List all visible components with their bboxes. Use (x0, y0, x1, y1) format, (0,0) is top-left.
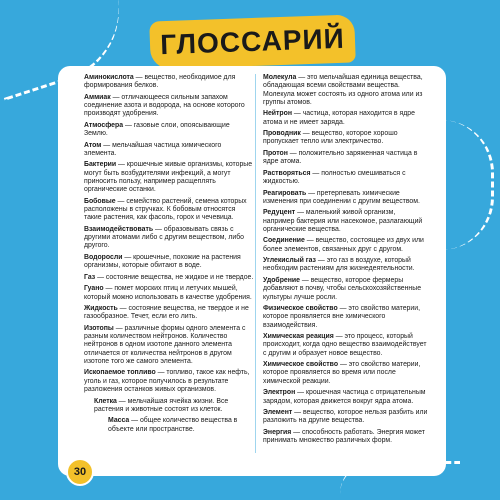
glossary-definition: — это процесс, который происходит, когда одно вещество взаимодействует с другим и образует новое вещество. (263, 333, 427, 357)
glossary-term: Протон (263, 149, 288, 157)
glossary-definition: — крошечные, похожие на растения организмы, которые обитают в воде. (84, 253, 241, 270)
glossary-definition: — способность работать. Энергия может принимать множество различных форм. (263, 428, 425, 445)
glossary-entry (263, 257, 428, 274)
glossary-entry (263, 130, 428, 147)
glossary-definition: — вещество, которое хорошо пропускает тепло или электричество. (263, 130, 398, 146)
glossary-definition: — вещество, состоящее из двух или более элементов, связанных друг с другом. (263, 237, 424, 253)
glossary-entry (84, 305, 254, 322)
glossary-term: Клетка (94, 397, 117, 405)
glossary-definition: — отличающееся сильным запахом соединение азота и водорода, на основе которого производят удобрения. (84, 93, 245, 118)
glossary-entry (263, 361, 428, 386)
glossary-definition: — помет морских птиц и летучих мышей, который можно использовать в качестве удобрения. (84, 285, 252, 301)
page-number: 30 (66, 458, 94, 486)
glossary-definition: — образовывать связь с другими атомами либо с другим веществом, либо другого. (84, 225, 244, 250)
glossary-definition: — крошечные живые организмы, которые могут быть возбудителями инфекций, а могут приносить пользу, например расщеплять органические останки. (84, 161, 253, 194)
glossary-term: Газ (84, 273, 96, 281)
glossary-definition: — положительно заряженная частица в ядре атома. (263, 149, 418, 166)
glossary-entry (263, 333, 428, 358)
glossary-entry (263, 150, 428, 167)
glossary-term: Аминокислота (84, 74, 134, 81)
glossary-term: Удобрение (263, 276, 300, 284)
glossary-definition: — претерпевать химические изменения при соединении с другим веществом. (263, 189, 420, 205)
glossary-entry (84, 417, 254, 434)
glossary-entry (84, 398, 254, 415)
glossary-definition: — полностью смешиваться с жидкостью. (263, 169, 406, 186)
glossary-definition: — общее количество вещества в объекте или пространстве. (108, 417, 238, 433)
glossary-term: Водоросли (84, 253, 123, 261)
glossary-left-column (84, 74, 254, 437)
glossary-entry (84, 161, 254, 194)
glossary-entry (263, 409, 428, 426)
glossary-entry (84, 122, 254, 139)
glossary-term: Проводник (263, 130, 301, 138)
glossary-term: Электрон (263, 389, 296, 397)
glossary-definition: — газовые слои, опоясывающие Землю. (84, 121, 230, 138)
glossary-definition: — вещество, необходимое для формирования белков. (84, 74, 236, 90)
glossary-entry (263, 305, 428, 330)
glossary-definition: — это газ в воздухе, который необходим растениям для жизнедеятельности. (263, 257, 415, 273)
glossary-term: Физическое свойство (263, 305, 338, 312)
glossary-entry (263, 170, 428, 187)
glossary-definition: — вещество, которое фермеры добавляют в почву, чтобы сельскохозяйственные культуры лучше росли. (263, 276, 422, 301)
glossary-term: Элемент (263, 409, 293, 417)
glossary-term: Атмосфера (84, 121, 124, 129)
glossary-entry (84, 285, 254, 302)
glossary-entry (84, 142, 254, 159)
glossary-definition: — это свойство материи, которое проявляется во время или после химической реакции. (263, 361, 421, 385)
glossary-entry (263, 389, 428, 406)
glossary-entry (84, 274, 254, 282)
glossary-term: Углекислый газ (263, 257, 316, 265)
glossary-term: Химическая реакция (263, 333, 334, 341)
glossary-term: Нейтрон (263, 110, 292, 118)
glossary-term: Растворяться (263, 169, 311, 177)
glossary-term: Молекула (263, 74, 297, 81)
glossary-term: Соединение (263, 237, 305, 245)
glossary-entry (263, 277, 428, 302)
glossary-definition: — семейство растений, семена которых расположены в стручках. К бобовым относятся такие растения, как фасоль, горох и чечевица. (84, 197, 247, 222)
glossary-term: Энергия (263, 428, 292, 436)
glossary-entry (84, 74, 254, 91)
glossary-entry (84, 198, 254, 223)
glossary-definition: — мельчайшая ячейка жизни. Все растения и животные состоят из клеток. (94, 397, 229, 413)
title-banner (149, 14, 356, 69)
decorative-dashed-path-right (441, 120, 494, 250)
glossary-term: Масса (108, 417, 130, 425)
glossary-definition: — различные формы одного элемента с разным количеством нейтронов. Количество нейтронов в одном изотопе данного элемента отличается от количества нейтронов в другом изотопе того же самого элемента. (84, 324, 246, 365)
glossary-entry (263, 237, 428, 254)
glossary-term: Реагировать (263, 189, 307, 197)
glossary-definition: — крошечная частица с отрицательным зарядом, которая движется вокруг ядра атома. (263, 389, 426, 405)
glossary-definition: — состояние вещества, не твердое и не газообразное. Течет, если его лить. (84, 305, 249, 321)
glossary-term: Химическое свойство (263, 361, 339, 369)
glossary-definition: — это свойство материи, которое проявляется вне химического взаимодействия. (263, 305, 420, 329)
glossary-term: Изотопы (84, 324, 114, 332)
glossary-term: Атом (84, 141, 102, 149)
glossary-entry (84, 254, 254, 271)
glossary-definition: — вещество, которое нельзя разбить или разложить на другие вещества. (263, 409, 428, 425)
glossary-term: Редуцент (263, 209, 296, 217)
glossary-entry (263, 209, 428, 234)
glossary-panel (58, 66, 446, 476)
glossary-definition: — частица, которая находится в ядре атома и не имеет заряда. (263, 110, 415, 126)
glossary-definition: — мельчайшая частица химического элемента. (84, 141, 222, 157)
glossary-term: Бактерии (84, 161, 117, 169)
glossary-term: Ископаемое топливо (84, 369, 156, 377)
glossary-definition: — маленький живой организм, например бактерия или насекомое, разлагающий органические вещества. (263, 209, 423, 233)
glossary-entry (84, 369, 254, 394)
glossary-right-column (263, 74, 428, 449)
glossary-entry (84, 325, 254, 366)
glossary-entry (84, 94, 254, 119)
glossary-term: Гуано (84, 285, 104, 293)
glossary-entry (263, 190, 428, 207)
glossary-entry (84, 226, 254, 251)
glossary-term: Взаимодействовать (84, 225, 154, 233)
glossary-definition: — это мельчайшая единица вещества, обладающая всеми свойствами вещества. Молекула может состоять из одного атома или из группы атомов. (263, 74, 423, 106)
glossary-definition: — состояние вещества, не жидкое и не твердое. (95, 273, 254, 281)
glossary-entry (263, 429, 428, 446)
page-title: ГЛОССАРИЙ (159, 22, 346, 61)
glossary-term: Жидкость (84, 305, 118, 312)
glossary-term: Бобовые (84, 197, 116, 205)
glossary-entry (263, 74, 428, 107)
glossary-definition: — топливо, такое как нефть, уголь и газ, которое получилось в результате разложения останков живых организмов. (84, 369, 250, 394)
glossary-term: Аммиак (84, 93, 111, 101)
glossary-entry (263, 110, 428, 127)
